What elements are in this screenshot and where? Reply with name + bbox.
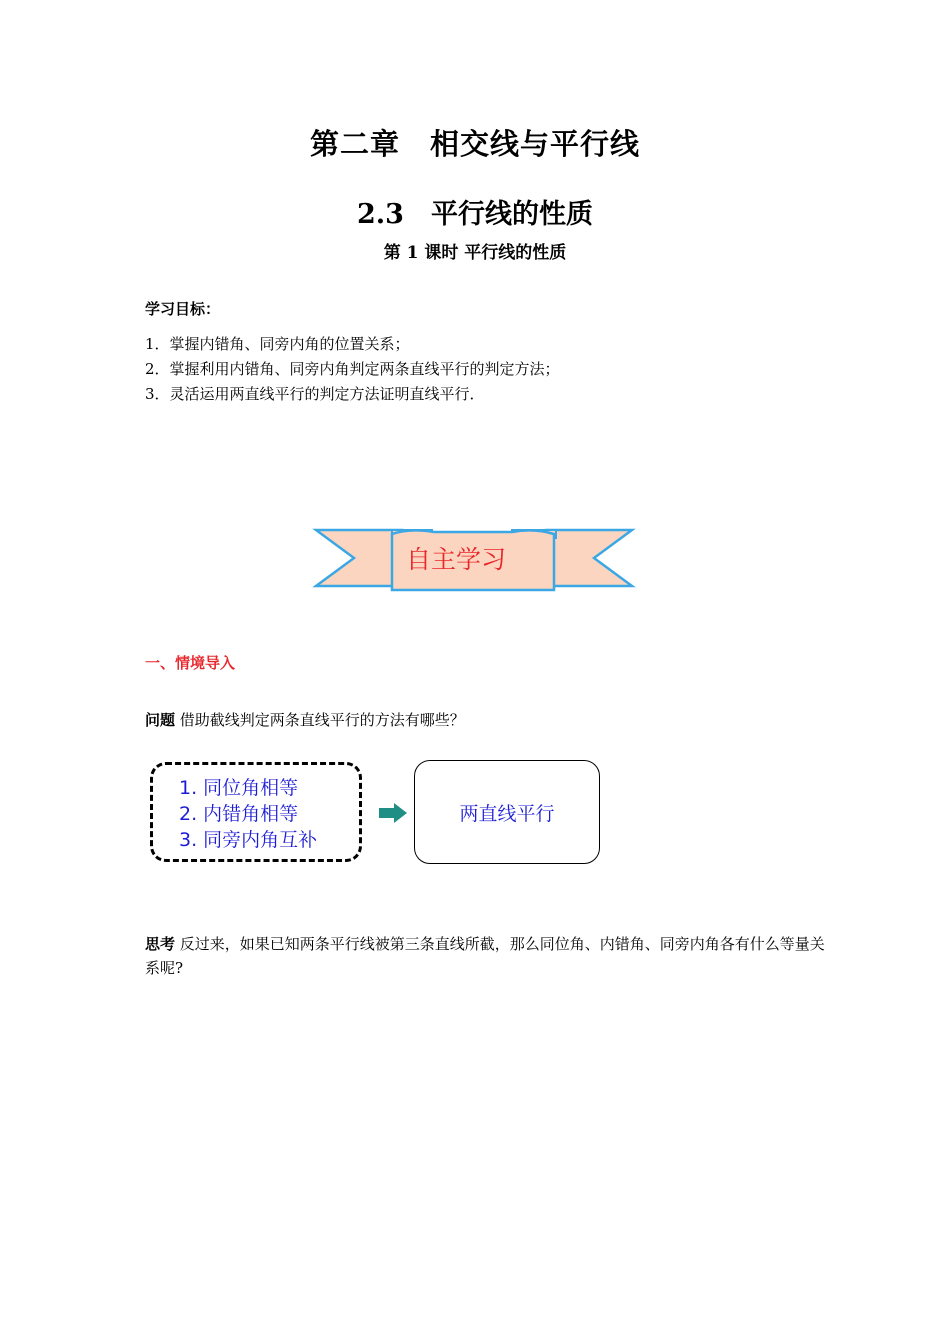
result-label: 两直线平行 [459,802,555,825]
ribbon-right-tail [546,530,632,586]
result-box [414,760,600,864]
lesson-title: 第 1 课时 平行线的性质 [383,243,567,263]
ribbon-left-tail [316,530,402,586]
think-text: 反过来，如果已知两条平行线被第三条直线所截，那么同位角、内错角、同旁内角各有什么等量关系呢? [145,935,825,977]
right-arrow-icon [378,802,408,824]
question-paragraph [145,708,825,732]
question-text: 借助截线判定两条直线平行的方法有哪些？ [175,711,465,729]
self-study-banner [312,520,636,598]
goal-item-2: 2．掌握利用内错角、同旁内角判定两条直线平行的判定方法； [145,360,560,378]
question-label: 问题 [145,711,176,729]
learning-goals-heading: 学习目标： [145,300,221,318]
condition-item-3: 3. 同旁内角互补 [179,829,318,851]
section-title: 2.3 平行线的性质 [357,199,593,230]
goal-item-1: 1．掌握内错角、同旁内角的位置关系； [145,335,410,353]
think-paragraph [145,932,825,980]
condition-item-2: 2. 内错角相等 [179,803,299,825]
condition-item-1: 1. 同位角相等 [179,777,299,799]
goal-item-3: 3．灵活运用两直线平行的判定方法证明直线平行． [145,385,485,403]
conditions-box [150,762,362,862]
banner-label: 自主学习 [406,545,507,574]
chapter-title: 第二章 相交线与平行线 [309,127,640,161]
think-label: 思考 [145,935,176,953]
situation-intro-heading: 一、情境导入 [145,654,236,672]
